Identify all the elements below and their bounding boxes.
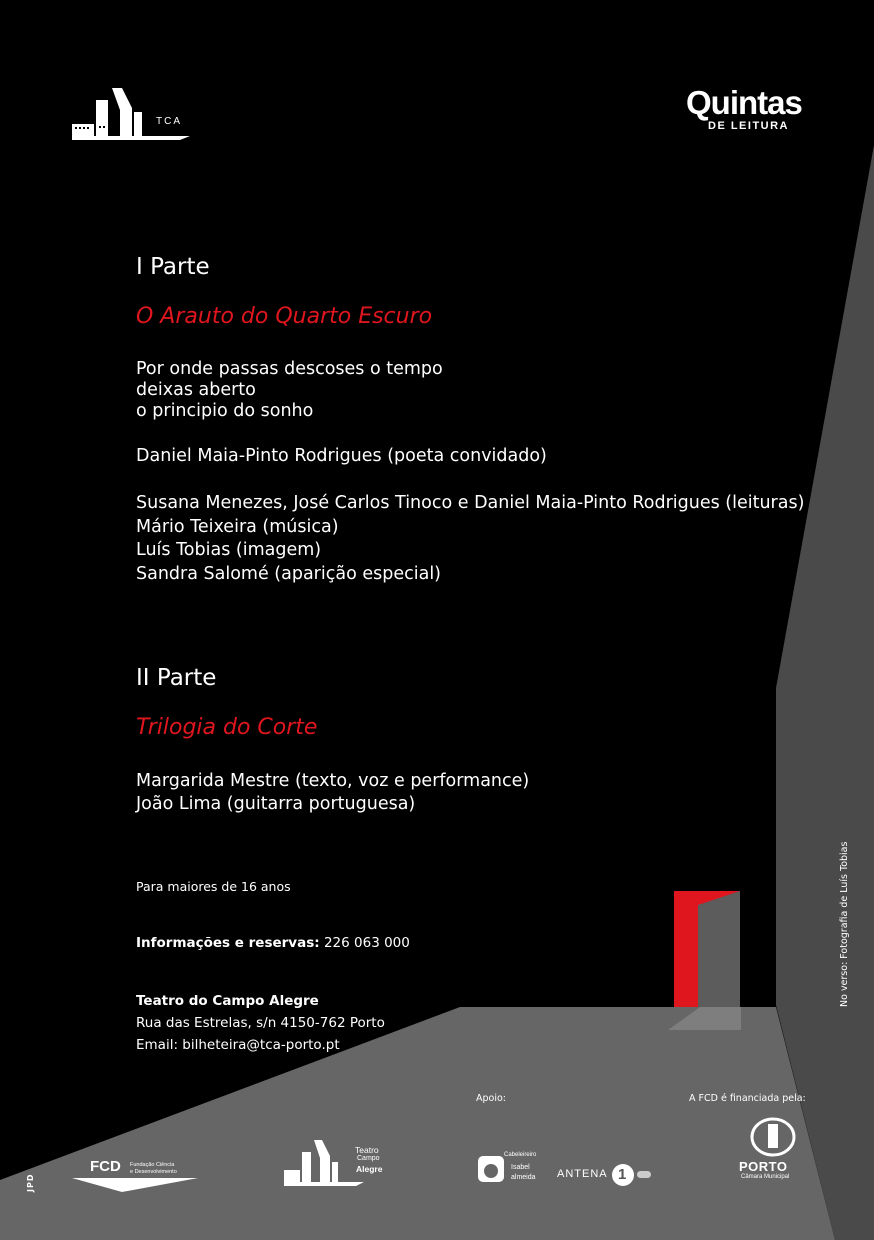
apoio-label: Apoio: [476,1093,506,1104]
verse-line: deixas aberto [136,380,256,400]
fcd-abbr: FCD [90,1158,121,1175]
scissors-icon [476,1154,506,1184]
venue-address: Rua das Estrelas, s/n 4150-762 Porto [136,1015,385,1031]
tca-footer-line2: Campo [357,1155,380,1162]
tca-footer-logo [284,1138,394,1188]
quintas-subtitle: DE LEITURA [708,120,789,132]
reservations-label: Informações e reservas: [136,935,320,951]
reservations-phone: 226 063 000 [323,935,410,951]
isabel-line3: almeida [511,1174,536,1181]
credit-line: Mário Teixeira (música) [136,516,339,537]
part1-verse [136,359,443,422]
part1-heading: I Parte [136,254,210,280]
part1-credits [136,492,804,586]
porto-sub: Câmara Municipal [741,1174,790,1180]
isabel-almeida-logo [476,1150,548,1188]
venue-block [136,990,385,1056]
stage-floor [0,1007,835,1240]
photo-credit-vertical: No verso: Fotografia de Luís Tobias [839,841,850,1007]
part2-heading: II Parte [136,665,217,691]
fcd-line2: e Desenvolvimento [130,1169,177,1175]
fcd-logo [72,1158,202,1194]
quintas-de-leitura-logo [686,86,806,140]
part2-title: Trilogia do Corte [136,715,318,740]
credit-line: Sandra Salomé (aparição especial) [136,563,442,584]
isabel-line1: Cabeleireiro [504,1152,537,1158]
part1-guest: Daniel Maia-Pinto Rodrigues (poeta convidado) [136,446,547,466]
antena-wave-icon [637,1171,651,1178]
antena1-logo [557,1164,657,1188]
porto-seal-icon [749,1116,797,1158]
tca-logo-label: TCA [156,116,182,127]
tca-logo-icon [70,86,195,142]
porto-label: PORTO [739,1159,788,1174]
antena-label: ANTENA [557,1168,608,1180]
tca-logo [70,86,195,142]
tca-footer-line1: Teatro [355,1145,379,1155]
age-rating: Para maiores de 16 anos [136,879,291,894]
tca-footer-line3: Alegre [356,1164,383,1174]
venue-name: Teatro do Campo Alegre [136,993,319,1009]
credit-line: Susana Menezes, José Carlos Tinoco e Daniel Maia-Pinto Rodrigues (leituras) [136,493,805,513]
fcd-funding-label: A FCD é financiada pela: [689,1093,806,1104]
tca-footer-icon [284,1140,364,1186]
fcd-line1: Fundação Ciência [130,1162,175,1168]
verse-line: o principio do sonho [136,401,314,421]
credit-line: Luís Tobias (imagem) [136,540,322,560]
venue-email: Email: bilheteira@tca-porto.pt [136,1037,340,1053]
antena-number: 1 [618,1166,627,1183]
part2-credits [136,770,529,816]
credit-line: Margarida Mestre (texto, voz e performance) [136,771,530,791]
jpd-mark: JPD [26,1173,35,1192]
reservations [136,932,410,954]
porto-logo [738,1116,808,1186]
fcd-arrow-icon [72,1178,198,1192]
part1-title: O Arauto do Quarto Escuro [136,304,433,329]
isabel-line2: Isabel [511,1164,530,1171]
door-leaf [698,891,740,1007]
verse-line: Por onde passas descoses o tempo [136,359,443,379]
credit-line: João Lima (guitarra portuguesa) [136,794,416,814]
quintas-title: Quintas [686,84,802,121]
